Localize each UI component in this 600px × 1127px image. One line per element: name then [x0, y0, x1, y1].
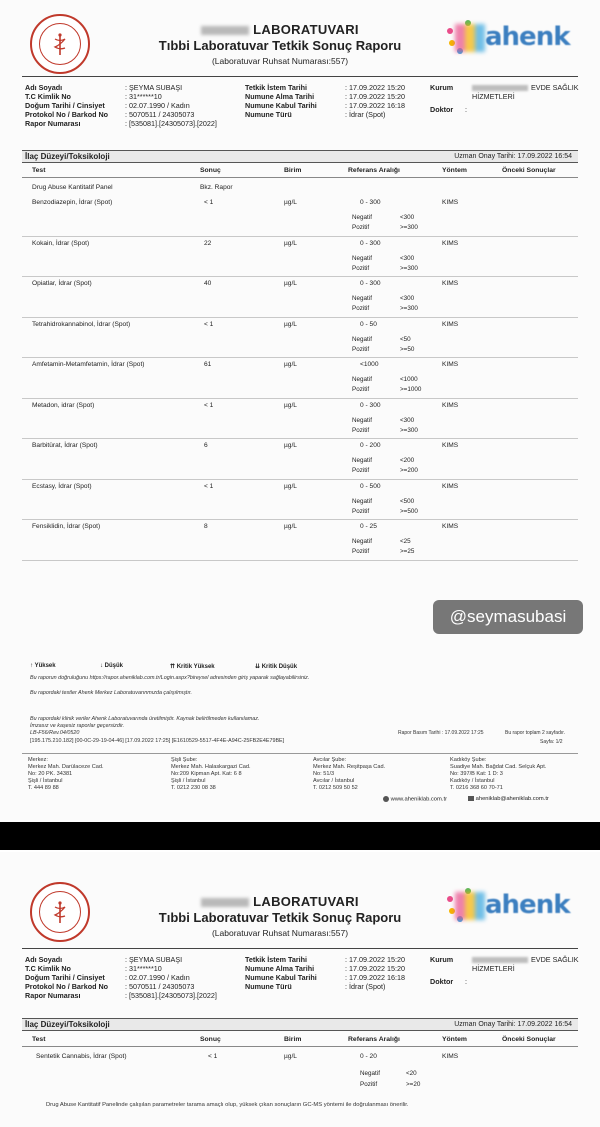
- email: [468, 796, 549, 802]
- panel-result: Bkz. Rapor: [200, 184, 233, 191]
- panel-row: [22, 184, 578, 194]
- negative-label: Negatif: [352, 538, 372, 545]
- email-text: aheniklab@aheniklab.com.tr: [475, 796, 549, 803]
- report-title: Tıbbi Laboratuvar Tetkik Sonuç Raporu: [158, 38, 402, 53]
- positive-threshold: >=50: [400, 345, 415, 353]
- positive-threshold: >=1000: [400, 386, 422, 393]
- test-method: KIMS: [442, 523, 459, 530]
- test-method: KIMS: [442, 280, 459, 287]
- test-result: 6: [204, 442, 208, 449]
- report-page-2: [0, 852, 600, 1127]
- patient-name: : ŞEYMA SUBAŞI: [125, 955, 183, 964]
- table-header: [22, 167, 578, 178]
- header-divider: [22, 948, 578, 949]
- accept-date-label: Numune Kabul Tarihi: [245, 101, 317, 110]
- test-unit: µg/L: [284, 361, 297, 368]
- table-row: [22, 439, 578, 480]
- institution-line2: HİZMETLERİ: [472, 964, 515, 973]
- caduceus-icon: [47, 899, 73, 925]
- negative-threshold: <200: [400, 457, 415, 464]
- globe-icon: [383, 796, 389, 802]
- test-range: 0 - 300: [360, 401, 381, 409]
- positive-threshold: >=300: [400, 426, 418, 434]
- test-unit: µg/L: [284, 401, 297, 409]
- test-result: < 1: [204, 320, 214, 328]
- sample-type-label: Numune Türü: [245, 982, 292, 991]
- test-result: 8: [204, 523, 208, 530]
- accept-date: : 17.09.2022 16:18: [345, 101, 405, 110]
- doctor-label: Doktor: [430, 977, 454, 986]
- panel-name: Drug Abuse Kantitatif Panel: [32, 184, 113, 191]
- test-name: Tetrahidrokannabinol, İdrar (Spot): [32, 320, 131, 328]
- table-header: [22, 1036, 578, 1047]
- col-method: Yöntem: [442, 167, 467, 174]
- test-range: 0 - 300: [360, 199, 381, 206]
- redacted-institution: [472, 85, 528, 91]
- sample-date-label: Numune Alma Tarihi: [245, 92, 315, 101]
- redacted-institution: [472, 957, 528, 963]
- report-header: [100, 894, 460, 938]
- tc-number: : 31******10: [125, 964, 162, 973]
- positive-label: Pozitif: [352, 224, 370, 231]
- doctor-label: Doktor: [430, 105, 454, 114]
- sample-type: : İdrar (Spot): [345, 982, 386, 991]
- report-title: Tıbbi Laboratuvar Tetkik Sonuç Raporu: [158, 910, 402, 925]
- redacted-lab-name: [201, 898, 249, 907]
- test-name: Fensiklidin, İdrar (Spot): [32, 523, 101, 530]
- positive-label: Pozitif: [352, 426, 370, 434]
- negative-label: Negatif: [352, 497, 372, 505]
- negative-label: Negatif: [352, 376, 372, 383]
- req-date-label: Tetkik İstem Tarihi: [245, 83, 308, 92]
- test-result: < 1: [204, 401, 214, 409]
- table-row: [22, 1053, 578, 1091]
- negative-threshold: <500: [400, 497, 415, 505]
- report-number: : [535081].[24305073].[2022]: [125, 119, 217, 128]
- test-name: Amfetamin-Metamfetamin, İdrar (Spot): [32, 361, 145, 368]
- negative-label: Negatif: [352, 335, 372, 343]
- positive-label: Pozitif: [352, 305, 370, 312]
- col-unit: Birim: [284, 167, 302, 174]
- branch-merkez: Merkez: Merkez Mah. Darülaceze Cad. No: 20 PK. 34381 Şişli / İstanbul T. 444 89 88: [28, 757, 104, 791]
- branch-avcilar: Avcılar Şube: Merkez Mah. Reşitpaşa Cad. No: 51/3 Avcılar / İstanbul T. 0212 509 50 52: [313, 757, 386, 791]
- negative-threshold: <20: [406, 1070, 417, 1077]
- test-name: Ecstasy, İdrar (Spot): [32, 482, 92, 490]
- protocol-number: : 5070511 / 24305073: [125, 110, 195, 119]
- institution-label: Kurum: [430, 83, 454, 92]
- sample-date: : 17.09.2022 15:20: [345, 964, 405, 973]
- col-test: Test: [32, 167, 46, 174]
- ministry-logo: [30, 14, 90, 74]
- protocol-label: Protokol No / Barkod No: [25, 982, 109, 991]
- test-range: 0 - 300: [360, 280, 381, 287]
- positive-label: Pozitif: [352, 345, 370, 353]
- test-unit: µg/L: [284, 239, 297, 247]
- sample-type: : İdrar (Spot): [345, 110, 386, 119]
- col-previous: Önceki Sonuçlar: [502, 1036, 556, 1043]
- negative-label: Negatif: [352, 416, 372, 424]
- table-row: [22, 520, 578, 561]
- accept-date-label: Numune Kabul Tarihi: [245, 973, 317, 982]
- verify-note: Bu raporun doğruluğunu https://rapor.aheniklab.com.tr/Login.aspx?bireysel adresinden giriş yaparak sağlayabilirsiniz.: [30, 675, 310, 681]
- mail-icon: [468, 796, 474, 801]
- test-range: 0 - 500: [360, 482, 381, 490]
- test-name: Metadon, idrar (Spot): [32, 401, 95, 409]
- col-result: Sonuç: [200, 1036, 221, 1043]
- license-number: (Laboratuvar Ruhsat Numarası:557): [211, 928, 349, 938]
- pages-note: Bu rapor toplam 2 sayfadır.: [505, 730, 566, 736]
- test-result: 40: [204, 280, 212, 287]
- negative-threshold: <300: [400, 295, 415, 302]
- negative-label: Negatif: [352, 254, 372, 262]
- test-range: 0 - 20: [360, 1053, 377, 1060]
- legend-high-label: Yüksek: [34, 663, 56, 669]
- table-row: [22, 196, 578, 237]
- test-range: <1000: [360, 361, 379, 368]
- page-number: Sayfa: 1/2: [540, 739, 563, 745]
- test-name: Sentetik Cannabis, İdrar (Spot): [36, 1053, 127, 1060]
- table-row: [22, 399, 578, 440]
- negative-threshold: <50: [400, 335, 411, 343]
- test-name: Barbitürat, İdrar (Spot): [32, 442, 98, 449]
- test-method: KIMS: [442, 320, 459, 328]
- ahenk-logo: [445, 886, 580, 926]
- footer-divider: [22, 753, 578, 754]
- test-result: 22: [204, 239, 212, 247]
- section-title: İlaç Düzeyi/Toksikoloji: [25, 1020, 110, 1029]
- protocol-label: Protokol No / Barkod No: [25, 110, 109, 119]
- positive-threshold: >=200: [400, 467, 418, 474]
- sample-date-label: Numune Alma Tarihi: [245, 964, 315, 973]
- col-reference: Referans Aralığı: [348, 1036, 400, 1043]
- test-unit: µg/L: [284, 280, 297, 287]
- positive-threshold: >=20: [406, 1081, 421, 1088]
- report-no-label: Rapor Numarası: [25, 991, 81, 1000]
- gcms-note: Drug Abuse Kantitatif Panelinde çalışılan parametreler tarama amaçlı olup, yüksek çıkan sonuçların GC-MS yöntemi ile doğrulanması önerilir.: [46, 1102, 409, 1108]
- col-unit: Birim: [284, 1036, 302, 1043]
- website: [383, 796, 447, 803]
- positive-threshold: >=25: [400, 548, 415, 555]
- negative-threshold: <300: [400, 254, 415, 262]
- legend-low: ↓ Düşük: [100, 663, 124, 669]
- lab-name: LABORATUVARI: [253, 894, 359, 909]
- report-header: [100, 22, 460, 66]
- negative-label: Negatif: [352, 295, 372, 302]
- section-title: İlaç Düzeyi/Toksikoloji: [25, 152, 110, 161]
- req-date-label: Tetkik İstem Tarihi: [245, 955, 308, 964]
- positive-label: Pozitif: [352, 264, 370, 272]
- tc-number: : 31******10: [125, 92, 162, 101]
- legend-high: ↑ Yüksek: [30, 663, 56, 669]
- negative-threshold: <300: [400, 416, 415, 424]
- tc-label: T.C Kimlik No: [25, 964, 71, 973]
- approval-date: Uzman Onay Tarihi: 17.09.2022 16:54: [454, 1021, 572, 1028]
- negative-label: Negatif: [360, 1070, 380, 1077]
- clinical-note: Bu rapordaki klinik veriler Ahenk Laboratuvarında üretilmiştir. Kaynak belirtilmeden kullanılamaz.: [30, 716, 260, 722]
- tc-label: T.C Kimlik No: [25, 92, 71, 101]
- test-result: 61: [204, 361, 212, 368]
- legend-crit-low: ⇊ Kritik Düşük: [255, 664, 298, 670]
- lab-name: LABORATUVARI: [253, 22, 359, 37]
- doctor: :: [465, 977, 467, 986]
- table-row: [22, 277, 578, 318]
- negative-label: Negatif: [352, 457, 372, 464]
- positive-label: Pozitif: [360, 1081, 378, 1088]
- test-result: < 1: [208, 1053, 218, 1060]
- website-text: www.aheniklab.com.tr: [390, 796, 448, 803]
- test-method: KIMS: [442, 401, 459, 409]
- negative-threshold: <1000: [400, 376, 418, 383]
- negative-threshold: <25: [400, 538, 411, 545]
- dob-gender: : 02.07.1990 / Kadın: [125, 973, 190, 982]
- section-header: [22, 1018, 578, 1031]
- dob-gender: : 02.07.1990 / Kadın: [125, 101, 190, 110]
- sample-date: : 17.09.2022 15:20: [345, 92, 405, 101]
- dob-label: Doğum Tarihi / Cinsiyet: [25, 973, 105, 982]
- test-unit: µg/L: [284, 199, 297, 206]
- positive-label: Pozitif: [352, 467, 370, 474]
- col-result: Sonuç: [200, 167, 221, 174]
- protocol-number: : 5070511 / 24305073: [125, 982, 195, 991]
- partner-note: Bu rapordaki testler Ahenk Merkez Laboratuvarınmızda çalışılmıştır.: [30, 690, 192, 696]
- patient-name: : ŞEYMA SUBAŞI: [125, 83, 183, 92]
- test-method: KIMS: [442, 239, 459, 247]
- test-method: KIMS: [442, 199, 459, 206]
- positive-threshold: >=500: [400, 507, 418, 515]
- req-date: : 17.09.2022 15:20: [345, 955, 405, 964]
- col-method: Yöntem: [442, 1036, 467, 1043]
- test-unit: µg/L: [284, 523, 297, 530]
- page-separator: [0, 822, 600, 850]
- table-row: [22, 480, 578, 521]
- test-name: Kokain, İdrar (Spot): [32, 239, 90, 247]
- req-date: : 17.09.2022 15:20: [345, 83, 405, 92]
- test-unit: µg/L: [284, 482, 297, 490]
- test-range: 0 - 50: [360, 320, 377, 328]
- approval-date: Uzman Onay Tarihi: 17.09.2022 16:54: [454, 153, 572, 160]
- logo-word: ahenk: [485, 890, 570, 920]
- table-row: [22, 318, 578, 359]
- logo-word: ahenk: [485, 22, 570, 52]
- redacted-lab-name: [201, 26, 249, 35]
- col-previous: Önceki Sonuçlar: [502, 167, 556, 174]
- institution: EVDE SAĞLIK: [531, 83, 579, 92]
- negative-label: Negatif: [352, 214, 372, 221]
- positive-threshold: >=300: [400, 224, 418, 231]
- print-date: Rapor Basım Tarihi : 17.09.2022 17:25: [398, 730, 484, 736]
- report-number: : [535081].[24305073].[2022]: [125, 991, 217, 1000]
- negative-threshold: <300: [400, 214, 415, 221]
- test-range: 0 - 25: [360, 523, 377, 530]
- institution: EVDE SAĞLIK: [531, 955, 579, 964]
- accept-date: : 17.09.2022 16:18: [345, 973, 405, 982]
- name-label: Adı Soyadı: [25, 83, 63, 92]
- caduceus-icon: [47, 31, 73, 57]
- hash-line: [195.175.210.182] [00-0C-29-19-04-46] [17.09.2022 17:25] [E1610529-5517-4F4E-A94C-25FB2E4E79BE]: [30, 738, 285, 744]
- table-row: [22, 358, 578, 399]
- legend-low-label: Düşük: [104, 663, 124, 669]
- test-result: < 1: [204, 482, 214, 490]
- institution-line2: HİZMETLERİ: [472, 92, 515, 101]
- test-method: KIMS: [442, 482, 459, 490]
- test-range: 0 - 200: [360, 442, 381, 449]
- test-method: KIMS: [442, 1053, 459, 1060]
- test-result: < 1: [204, 199, 214, 206]
- institution-label: Kurum: [430, 955, 454, 964]
- ministry-logo: [30, 882, 90, 942]
- test-method: KIMS: [442, 442, 459, 449]
- legend-crit-high-label: Kritik Yüksek: [176, 664, 215, 670]
- positive-threshold: >=300: [400, 305, 418, 312]
- col-reference: Referans Aralığı: [348, 167, 400, 174]
- legend-crit-low-label: Kritik Düşük: [261, 664, 298, 670]
- branch-sisli: Şişli Şube: Merkez Mah. Halaskargazi Cad. No:209 Kipman Apt. Kat: 6 8 Şişli / İstanbul T. 0212 230 08 38: [171, 757, 251, 791]
- test-name: Benzodiazepin, İdrar (Spot): [32, 199, 113, 206]
- section-header: [22, 150, 578, 163]
- sample-type-label: Numune Türü: [245, 110, 292, 119]
- name-label: Adı Soyadı: [25, 955, 63, 964]
- test-unit: µg/L: [284, 1053, 297, 1060]
- watermark-handle: @seymasubasi: [433, 600, 583, 634]
- table-row: [22, 237, 578, 278]
- col-test: Test: [32, 1036, 46, 1043]
- doc-code: LB-F56/Rev.04/0520: [30, 730, 80, 736]
- test-method: KIMS: [442, 361, 459, 368]
- test-name: Opiatlar, İdrar (Spot): [32, 280, 92, 287]
- signed-note: İmzasız ve kaşesiz raporlar geçersizdir.: [30, 723, 125, 729]
- license-number: (Laboratuvar Ruhsat Numarası:557): [211, 56, 349, 66]
- positive-label: Pozitif: [352, 548, 370, 555]
- dob-label: Doğum Tarihi / Cinsiyet: [25, 101, 105, 110]
- doctor: :: [465, 105, 467, 114]
- report-no-label: Rapor Numarası: [25, 119, 81, 128]
- branch-kadikoy: Kadıköy Şube: Suadiye Mah. Bağdat Cad. Selçuk Apt. No: 397/B Kat: 1 D: 3 Kadıköy / İstanbul T. 0216 368 60 70-71: [450, 757, 547, 791]
- positive-label: Pozitif: [352, 386, 370, 393]
- ahenk-logo: [445, 18, 580, 58]
- test-unit: µg/L: [284, 442, 297, 449]
- legend-crit-high: ⇈ Kritik Yüksek: [170, 664, 215, 670]
- positive-threshold: >=300: [400, 264, 418, 272]
- test-unit: µg/L: [284, 320, 297, 328]
- test-range: 0 - 300: [360, 239, 381, 247]
- positive-label: Pozitif: [352, 507, 370, 515]
- header-divider: [22, 76, 578, 77]
